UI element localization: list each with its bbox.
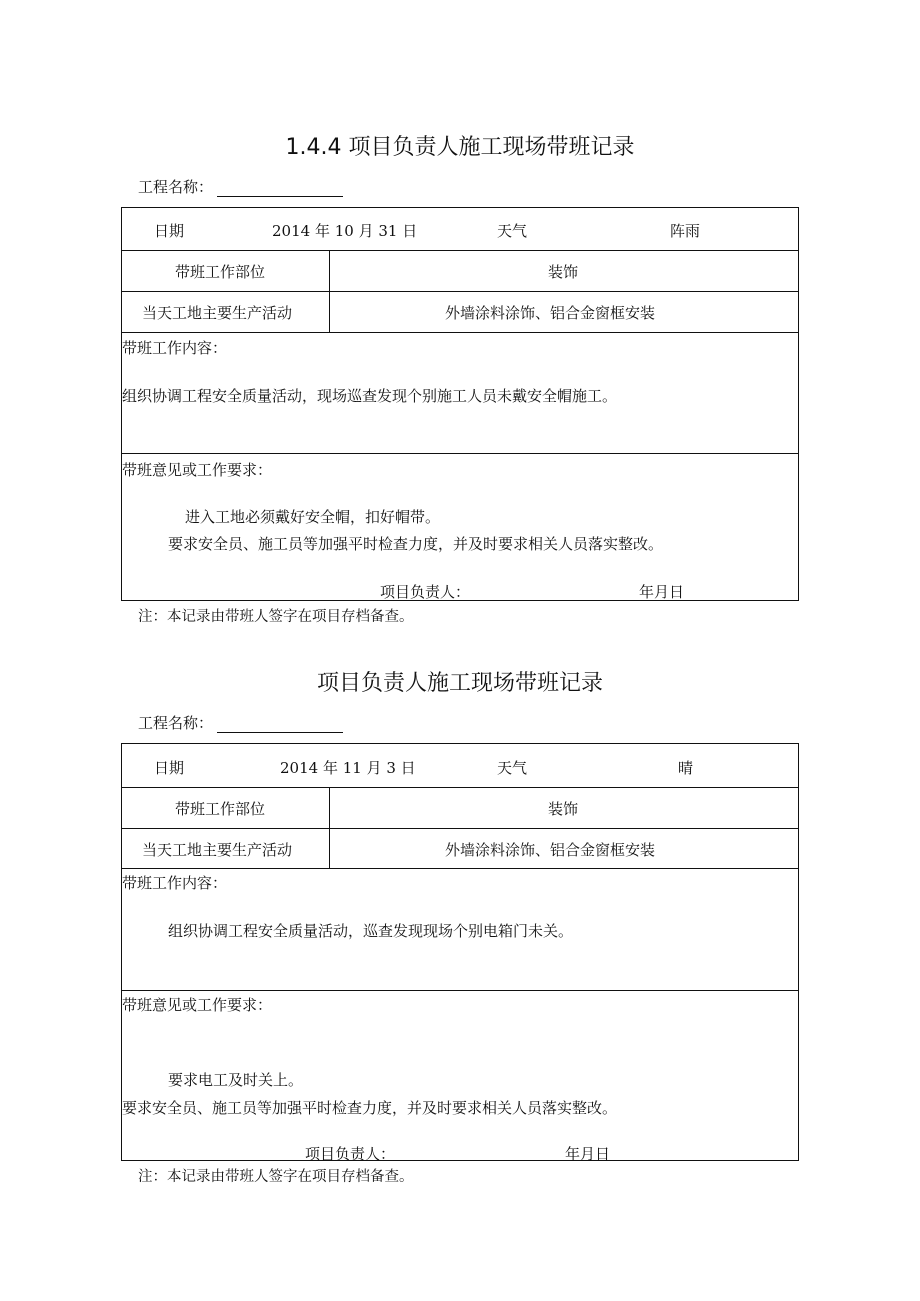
weather-label: 天气 (497, 759, 528, 777)
record-2-table (121, 743, 799, 1161)
content-section (122, 868, 798, 991)
sign-date: 年月日 (639, 583, 685, 601)
position-value: 装饰 (548, 263, 579, 281)
opinion-line-1: 要求电工及时关上。 (168, 1071, 304, 1089)
position-row (122, 250, 798, 292)
column-divider (329, 250, 330, 291)
position-label: 带班工作部位 (175, 800, 266, 818)
sign-date: 年月日 (565, 1145, 611, 1163)
opinion-label: 带班意见或工作要求： (122, 996, 273, 1014)
record-2-title: 项目负责人施工现场带班记录 (316, 671, 603, 696)
signer-label: 项目负责人： (305, 1145, 396, 1163)
position-label: 带班工作部位 (175, 263, 266, 281)
record-1-title: 1.4.4 项目负责人施工现场带班记录 (285, 135, 635, 160)
column-divider (329, 828, 330, 868)
record-1-table (121, 207, 799, 601)
activity-value: 外墙涂料涂饰、铝合金窗框安装 (445, 841, 656, 859)
content-label: 带班工作内容： (122, 339, 228, 357)
project-name-field[interactable] (217, 182, 343, 197)
record-2-note: 注：本记录由带班人签字在项目存档备查。 (138, 1169, 414, 1185)
column-divider (329, 787, 330, 828)
opinion-line-2: 要求安全员、施工员等加强平时检查力度，并及时要求相关人员落实整改。 (122, 1099, 618, 1117)
weather-label: 天气 (497, 222, 528, 240)
date-label: 日期 (154, 759, 185, 777)
activity-row (122, 291, 798, 333)
date-weather-row (122, 208, 798, 251)
opinion-line-2: 要求安全员、施工员等加强平时检查力度，并及时要求相关人员落实整改。 (168, 535, 664, 553)
activity-label: 当天工地主要生产活动 (142, 304, 293, 322)
opinion-label: 带班意见或工作要求： (122, 461, 273, 479)
project-name-label: 工程名称： (138, 178, 214, 196)
date-label: 日期 (154, 222, 185, 240)
project-name-field[interactable] (217, 718, 343, 733)
date-value: 2014 年 11 月 3 日 (280, 759, 416, 777)
record-2-project-name (138, 712, 343, 733)
activity-value: 外墙涂料涂饰、铝合金窗框安装 (445, 304, 656, 322)
opinion-line-1: 进入工地必须戴好安全帽，扣好帽带。 (185, 508, 441, 526)
project-name-label: 工程名称： (138, 714, 214, 732)
signer-label: 项目负责人： (380, 583, 471, 601)
activity-row (122, 828, 798, 869)
weather-value: 阵雨 (670, 222, 701, 240)
date-value: 2014 年 10 月 31 日 (272, 222, 418, 240)
activity-label: 当天工地主要生产活动 (142, 841, 293, 859)
weather-value: 晴 (678, 759, 694, 777)
content-section (122, 332, 798, 454)
column-divider (329, 291, 330, 332)
record-1-note: 注：本记录由带班人签字在项目存档备查。 (138, 609, 414, 625)
date-weather-row (122, 744, 798, 788)
content-text: 组织协调工程安全质量活动，巡查发现现场个别电箱门未关。 (168, 922, 574, 940)
position-value: 装饰 (548, 800, 579, 818)
position-row (122, 787, 798, 829)
content-label: 带班工作内容： (122, 874, 228, 892)
content-text: 组织协调工程安全质量活动，现场巡查发现个别施工人员未戴安全帽施工。 (122, 387, 618, 405)
record-1-project-name (138, 176, 343, 197)
